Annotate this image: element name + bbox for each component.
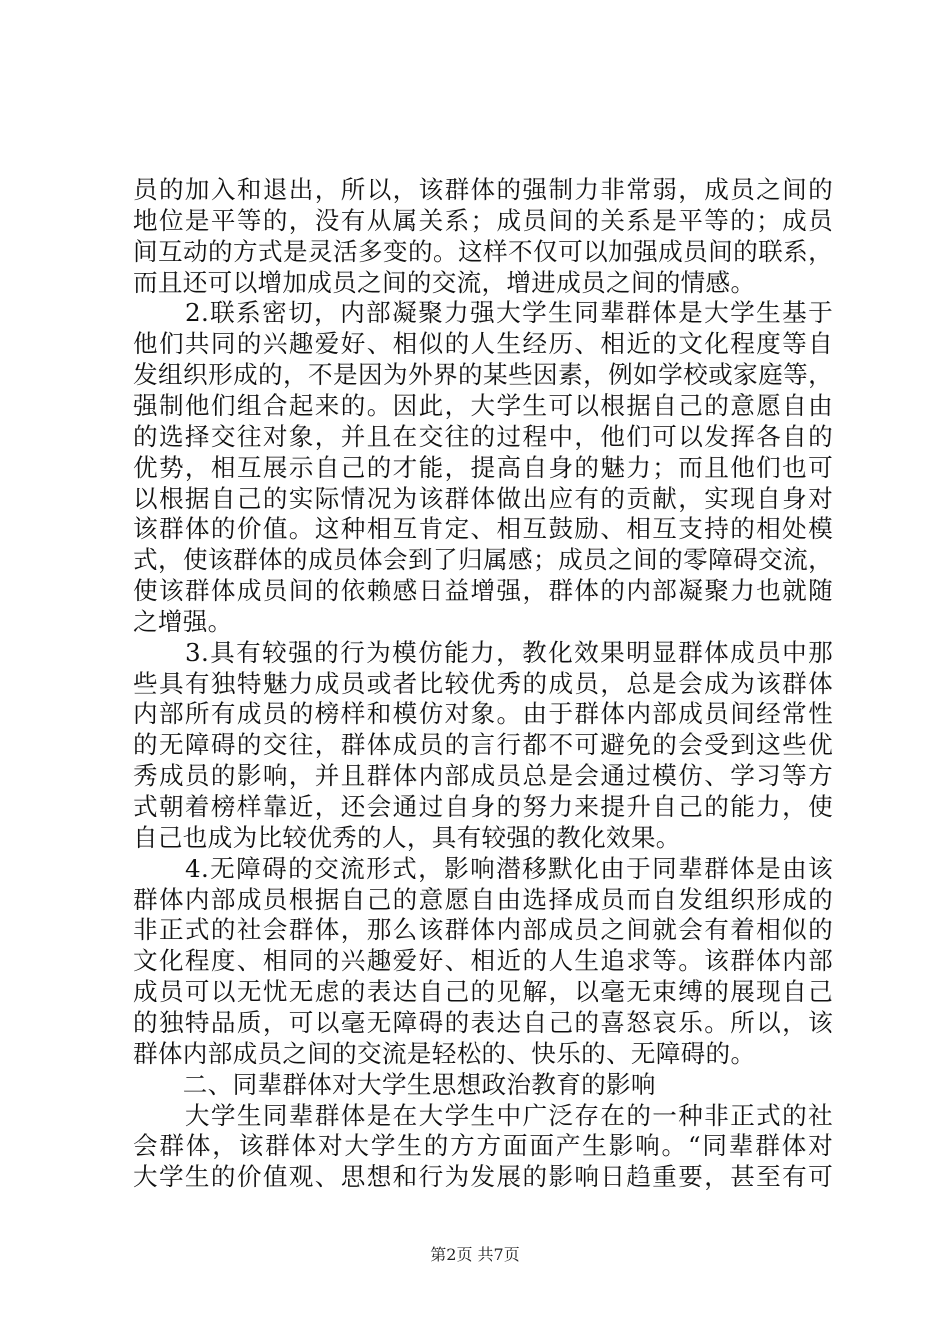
text-line: 非正式的社会群体，那么该群体内部成员之间就会有着相似的 bbox=[133, 915, 833, 945]
text-line: 内部所有成员的榜样和模仿对象。由于群体内部成员间经常性 bbox=[133, 699, 833, 729]
text-line: 大学生同辈群体是在大学生中广泛存在的一种非正式的社 bbox=[133, 1100, 833, 1130]
text-line: 群体内部成员根据自己的意愿自由选择成员而自发组织形成的 bbox=[133, 884, 833, 914]
text-line: 式，使该群体的成员体会到了归属感；成员之间的零障碍交流， bbox=[133, 545, 833, 575]
text-line: 而且还可以增加成员之间的交流，增进成员之间的情感。 bbox=[133, 267, 756, 297]
text-line: 大学生的价值观、思想和行为发展的影响日趋重要，甚至有可 bbox=[133, 1162, 833, 1192]
text-line: 3.具有较强的行为模仿能力，教化效果明显群体成员中那 bbox=[133, 637, 833, 667]
text-line: 群体内部成员之间的交流是轻松的、快乐的、无障碍的。 bbox=[133, 1038, 756, 1068]
text-line: 员的加入和退出，所以，该群体的强制力非常弱，成员之间的 bbox=[133, 175, 833, 204]
text-line: 4.无障碍的交流形式，影响潜移默化由于同辈群体是由该 bbox=[133, 853, 833, 883]
text-line: 间互动的方式是灵活多变的。这样不仅可以加强成员间的联系， bbox=[133, 236, 833, 266]
text-line: 的选择交往对象，并且在交往的过程中，他们可以发挥各自的 bbox=[133, 421, 833, 451]
text-line: 秀成员的影响，并且群体内部成员总是会通过模仿、学习等方 bbox=[133, 761, 833, 791]
text-line: 成员可以无忧无虑的表达自己的见解，以毫无束缚的展现自己 bbox=[133, 977, 833, 1007]
text-line: 的独特品质，可以毫无障碍的表达自己的喜怒哀乐。所以，该 bbox=[133, 1007, 833, 1037]
text-line: 2.联系密切，内部凝聚力强大学生同辈群体是大学生基于 bbox=[133, 298, 833, 328]
text-line: 以根据自己的实际情况为该群体做出应有的贡献，实现自身对 bbox=[133, 483, 833, 513]
page-footer: 第2页 共7页 bbox=[430, 1245, 520, 1264]
text-line: 文化程度、相同的兴趣爱好、相近的人生追求等。该群体内部 bbox=[133, 946, 833, 976]
text-line: 该群体的价值。这种相互肯定、相互鼓励、相互支持的相处模 bbox=[133, 514, 833, 544]
text-line: 的无障碍的交往，群体成员的言行都不可避免的会受到这些优 bbox=[133, 730, 833, 760]
text-line: 他们共同的兴趣爱好、相似的人生经历、相近的文化程度等自 bbox=[133, 329, 833, 359]
text-line: 之增强。 bbox=[133, 606, 233, 636]
text-line: 二、同辈群体对大学生思想政治教育的影响 bbox=[133, 1069, 656, 1099]
text-line: 地位是平等的，没有从属关系；成员间的关系是平等的；成员 bbox=[133, 205, 833, 235]
text-line: 优势，相互展示自己的才能，提高自身的魅力；而且他们也可 bbox=[133, 452, 833, 482]
text-line: 强制他们组合起来的。因此，大学生可以根据自己的意愿自由 bbox=[133, 390, 833, 420]
text-line: 使该群体成员间的依赖感日益增强，群体的内部凝聚力也就随 bbox=[133, 576, 833, 606]
text-line: 自己也成为比较优秀的人，具有较强的教化效果。 bbox=[133, 822, 681, 852]
text-line: 会群体，该群体对大学生的方方面面产生影响。“同辈群体对 bbox=[133, 1131, 833, 1161]
text-line: 式朝着榜样靠近，还会通过自身的努力来提升自己的能力，使 bbox=[133, 792, 833, 821]
text-line: 些具有独特魅力成员或者比较优秀的成员，总是会成为该群体 bbox=[133, 668, 833, 698]
text-line: 发组织形成的，不是因为外界的某些因素，例如学校或家庭等， bbox=[133, 360, 833, 390]
